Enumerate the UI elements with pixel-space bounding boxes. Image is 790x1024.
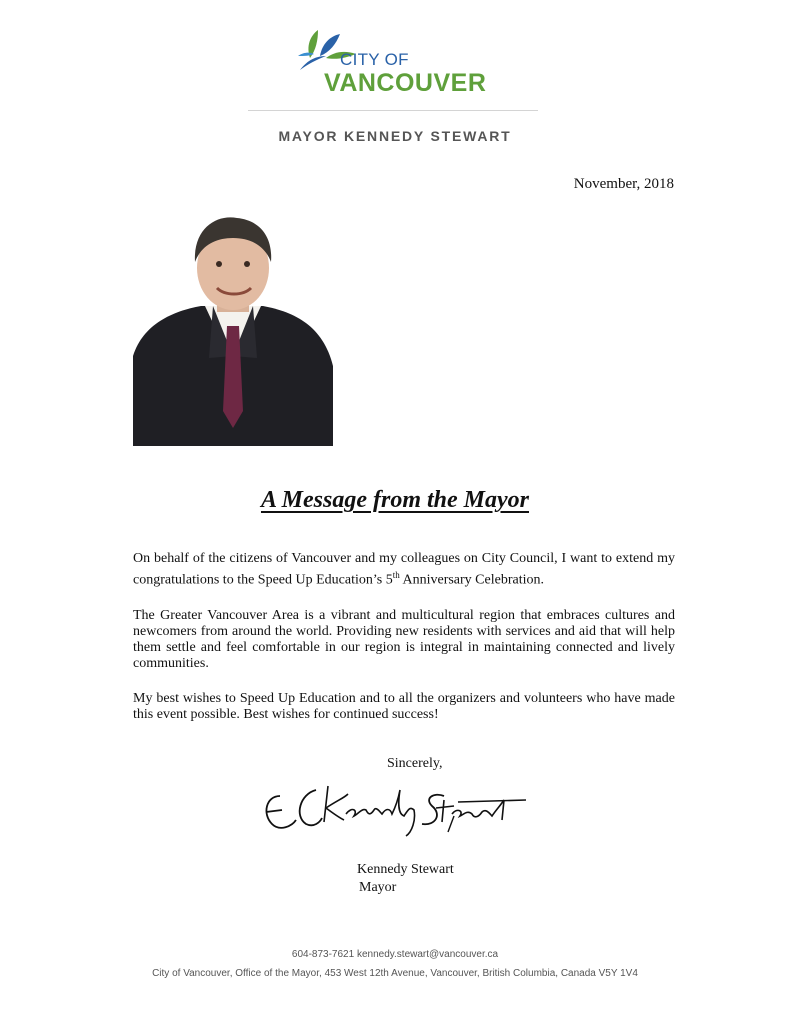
paragraph-2: The Greater Vancouver Area is a vibrant and multicultural region that embraces cultures and newcomers from around the world. Providing new residents with services and aid that will help them settle and feel comfortable in our region is integral in maintaining connected and lively communities. <box>133 607 675 671</box>
footer-address: City of Vancouver, Office of the Mayor, 453 West 12th Avenue, Vancouver, British Columbia, Canada V5Y 1V4 <box>152 968 638 979</box>
letter-heading: A Message from the Mayor <box>260 487 529 513</box>
ordinal-suffix: th <box>392 570 400 580</box>
letter-date: November, 2018 <box>573 176 674 192</box>
mayor-portrait <box>133 206 333 446</box>
footer-contact: 604-873-7621 kennedy.stewart@vancouver.ca <box>291 949 499 960</box>
mayor-title: MAYOR KENNEDY STEWART <box>278 128 512 144</box>
letter-body <box>133 551 675 742</box>
signer-name: Kennedy Stewart <box>357 862 454 877</box>
logo-line-vancouver: VANCOUVER <box>324 69 487 97</box>
paragraph-3: My best wishes to Speed Up Education and to all the organizers and volunteers who have made this event possible. Best wishes for continued success! <box>133 690 675 722</box>
logo-line-city-of: CITY OF <box>340 50 409 69</box>
paragraph-1-text-end: Anniversary Celebration. <box>399 572 544 588</box>
handwritten-signature <box>258 770 528 840</box>
signer-role: Mayor <box>359 880 397 895</box>
paragraph-1 <box>133 551 675 589</box>
paragraph-1-text: On behalf of the citizens of Vancouver and my colleagues on City Council, I want to extend my congratulations to the Speed Up Education’s 5 <box>133 551 675 588</box>
header-divider <box>248 110 538 111</box>
city-of-vancouver-logo <box>296 22 496 102</box>
closing: Sincerely, <box>387 756 443 771</box>
